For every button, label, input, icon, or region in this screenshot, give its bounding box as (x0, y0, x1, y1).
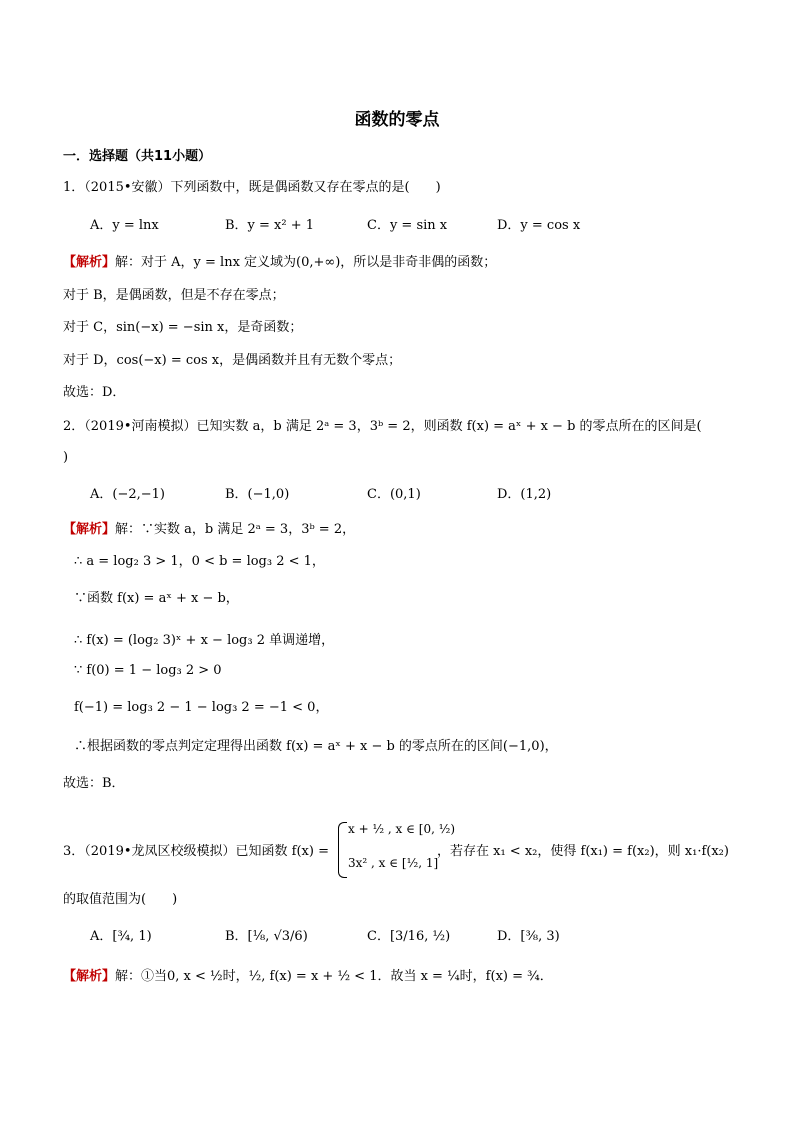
q2-solution-line-8: 故选：B． (63, 776, 125, 791)
q3-option-c: C．[3/16, ½) (367, 929, 451, 944)
q1-option-b: B．y = x² + 1 (225, 218, 315, 233)
q1-solution-line-1: 【解析】解：对于 A，y = lnx 定义域为(0,+∞)，所以是非奇非偶的函数； (63, 255, 497, 270)
q3-option-d: D．[⅜, 3) (497, 929, 560, 944)
q1-option-a: A．y = lnx (90, 218, 159, 233)
q1-option-d: D．y = cos x (497, 218, 581, 233)
q2-solution-line-4: ∴ f(x) = (log₂ 3)ˣ + x − log₃ 2 单调递增， (74, 633, 335, 648)
q2-solution-line-1: 【解析】解：∵实数 a，b 满足 2ᵃ = 3，3ᵇ = 2， (63, 522, 356, 537)
q1-solution-line-3: 对于 C，sin(−x) = −sin x，是奇函数； (63, 320, 303, 335)
piecewise-brace (338, 822, 347, 878)
q2-stem-close: ) (63, 450, 69, 465)
q2-option-a: A．(−2,−1) (90, 487, 165, 502)
q2-solution-line-3: ∵函数 f(x) = aˣ + x − b， (74, 591, 239, 606)
jiexi-label: 【解析】 (63, 255, 116, 270)
q2-solution-line-5: ∵ f(0) = 1 − log₃ 2 > 0 (74, 663, 222, 678)
q2-stem: 2．（2019•河南模拟）已知实数 a，b 满足 2ᵃ = 3，3ᵇ = 2，则函数 f(x) = aˣ + x − b 的零点所在的区间是( (63, 419, 702, 434)
q2-option-c: C．(0,1) (367, 487, 421, 502)
q2-solution-line-6: f(−1) = log₃ 2 − 1 − log₃ 2 = −1 < 0， (74, 700, 329, 715)
q1-solution-line-2: 对于 B，是偶函数，但是不存在零点； (63, 288, 285, 303)
q2-option-d: D．(1,2) (497, 487, 552, 502)
q2-solution-line-7: ∴根据函数的零点判定定理得出函数 f(x) = aˣ + x − b 的零点所在的区间(−1,0)， (74, 739, 558, 754)
q3-option-b: B．[⅛, √3/6) (225, 929, 308, 944)
page-title: 函数的零点 (354, 110, 440, 130)
q1-option-c: C．y = sin x (367, 218, 448, 233)
q2-solution-line-2: ∴ a = log₂ 3 > 1，0 < b = log₃ 2 < 1， (74, 554, 325, 569)
q1-solution-line-5: 故选：D． (63, 385, 126, 400)
q3-solution-line-1: 【解析】解：①当0, x < ½时，½, f(x) = x + ½ < 1．故当 x = ¼时，f(x) = ¾． (63, 969, 553, 984)
q3-piece-2: 3x² , x ∈ [½, 1] (348, 856, 439, 870)
q1-solution-line-4: 对于 D，cos(−x) = cos x，是偶函数并且有无数个零点； (63, 353, 402, 368)
q1-stem: 1．（2015•安徽）下列函数中，既是偶函数又存在零点的是( ) (63, 180, 441, 195)
q2-option-b: B．(−1,0) (225, 487, 290, 502)
q3-option-a: A．[¾, 1) (90, 929, 152, 944)
q3-piece-1: x + ½ , x ∈ [0, ½) (348, 822, 456, 836)
q3-stem-end: 的取值范围为( ) (63, 892, 178, 907)
q3-stem-middle: ，若存在 x₁ < x₂，使得 f(x₁) = f(x₂)，则 x₁·f(x₂) (437, 844, 729, 859)
q3-stem-start: 3．（2019•龙凤区校级模拟）已知函数 f(x) = (63, 844, 329, 859)
section-heading: 一．选择题（共11小题） (63, 149, 212, 164)
